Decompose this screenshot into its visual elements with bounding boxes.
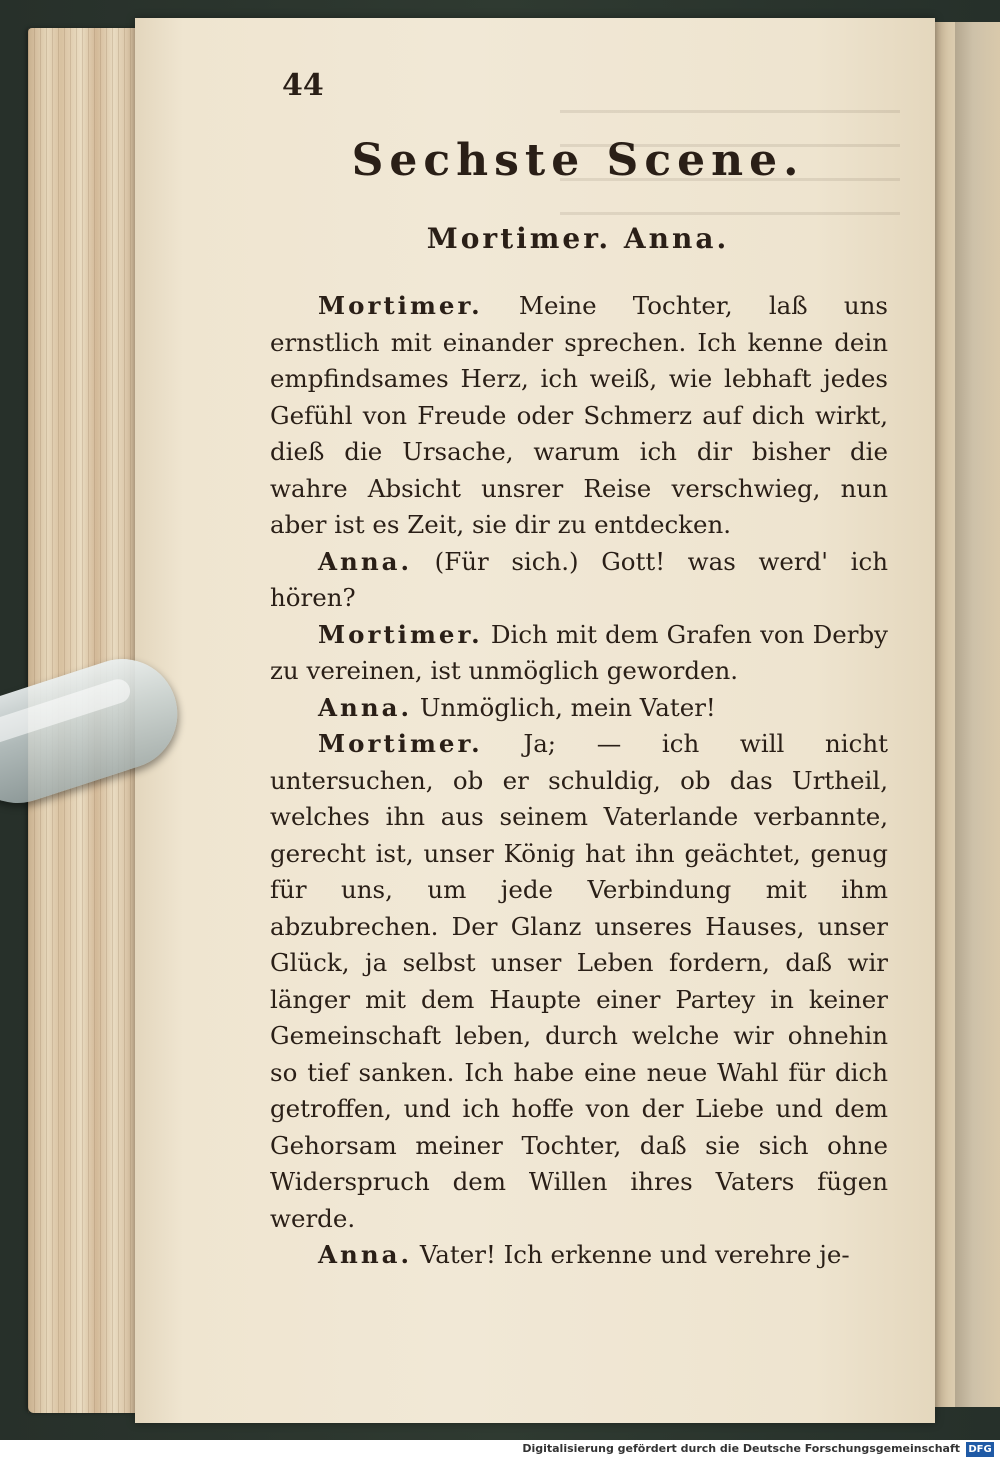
dfg-logo: DFG [966,1442,994,1457]
dialogue-paragraph [270,726,888,1237]
footer-bar [0,1440,1000,1460]
speaker-name: Anna. [318,1240,413,1269]
dialogue-body [270,288,888,1274]
dialogue-paragraph [270,1237,888,1274]
dialogue-paragraph [270,544,888,617]
gutter-shadow [955,22,1000,1407]
dialogue-text: (Für sich.) Gott! was werd' ich hören? [270,546,888,612]
page-number: 44 [282,68,324,103]
scene-characters: Mortimer. Anna. [426,222,730,255]
dialogue-text: Unmöglich, mein Vater! [412,692,716,722]
dialogue-paragraph [270,617,888,690]
speaker-name: Mortimer. [318,291,483,320]
dialogue-text: Meine Tochter, laß uns ernstlich mit einander sprechen. Ich kenne dein empfindsames Herz, ich weiß, wie lebhaft jedes Gefühl von Freude oder Schmerz auf dich wirkt, dieß die Ursache, warum ich dir bisher die wahre Absicht unsrer Reise verschwieg, nun aber ist es Zeit, sie dir zu entdecken. [270,291,888,539]
dialogue-text: Ja; — ich will nicht untersuchen, ob er schuldig, ob das Urtheil, welches ihn aus seinem Vaterlande verbannte, gerecht ist, unser König hat ihn geächtet, genug für uns, um jede Verbindung mit ihm abzubrechen. Der Glanz unseres Hauses, unser Glück, ja selbst unser Leben fordern, daß wir länger mit dem Haupte einer Partey in keiner Gemeinschaft leben, durch welche wir ohnehin so tief sanken. Ich habe eine neue Wahl für dich getroffen, und ich hoffe von der Liebe und dem Gehorsam meiner Tochter, daß sie sich ohne Widerspruch dem Willen ihres Vaters fügen werde. [270,729,888,1233]
scene-title: Sechste Scene. [351,135,805,186]
speaker-name: Mortimer. [318,619,483,649]
speaker-name: Anna. [318,692,413,722]
dialogue-text: Dich mit dem Grafen von Derby zu vereinen, ist unmöglich geworden. [270,619,888,685]
dialogue-paragraph [270,690,888,727]
funding-credit: Digitalisierung gefördert durch die Deutsche Forschungsgemeinschaft [522,1442,960,1455]
dialogue-paragraph [270,288,888,544]
speaker-name: Anna. [318,546,413,576]
dialogue-text: Vater! Ich erkenne und verehre je- [412,1240,850,1269]
speaker-name: Mortimer. [318,729,483,758]
